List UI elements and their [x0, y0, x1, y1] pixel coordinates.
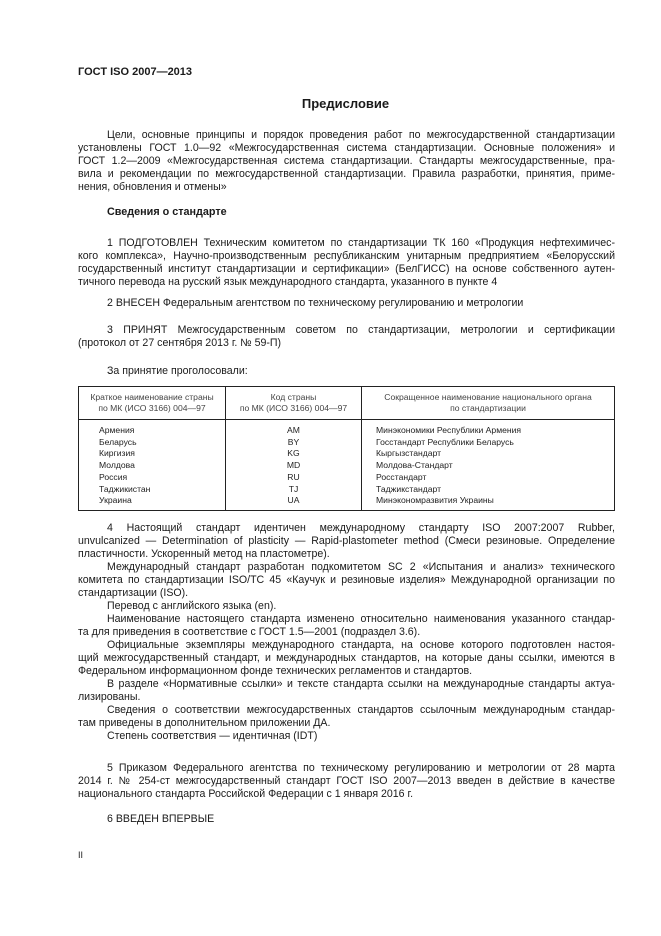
intro-paragraph: [78, 129, 615, 194]
country-cell: Таджикистан: [79, 484, 226, 496]
body-cell: Минэкономики Республики Армения: [362, 420, 615, 437]
country-cell: Украина: [79, 495, 226, 510]
body-cell: Молдова-Стандарт: [362, 460, 615, 472]
country-cell: Россия: [79, 472, 226, 484]
item-4-paragraph: [78, 639, 615, 678]
text-line: кого комплекса», Научно-производственным республиканским унитарным предприятием «Белорусский: [78, 250, 615, 262]
text-line: 1 ПОДГОТОВЛЕН Техническим комитетом по стандартизации ТК 160 «Продукция нефтехимичес-: [107, 237, 615, 249]
header-code: Код страны по МК (ИСО 3166) 004—97: [226, 387, 362, 420]
code-cell: TJ: [226, 484, 362, 496]
table-row: [79, 448, 615, 460]
text-line: тичного перевода на русский язык международного стандарта, указанного в пункте 4: [78, 276, 498, 288]
item-3: [78, 324, 615, 350]
code-cell: UA: [226, 495, 362, 510]
voting-table: [78, 386, 615, 511]
item-4-paragraph: [78, 600, 615, 613]
item-5: [78, 762, 615, 801]
code-cell: BY: [226, 437, 362, 449]
text-line: За принятие проголосовали:: [107, 365, 248, 377]
table-row: [79, 495, 615, 510]
body-cell: Росстандарт: [362, 472, 615, 484]
code-cell: KG: [226, 448, 362, 460]
header-country: Краткое наименование страны по МК (ИСО 3166) 004—97: [79, 387, 226, 420]
country-cell: Молдова: [79, 460, 226, 472]
text-line: Цели, основные принципы и порядок проведения работ по межгосударственной стандартизации: [107, 129, 615, 141]
table-header-row: [79, 387, 615, 420]
text-line: В разделе «Нормативные ссылки» и тексте стандарта ссылки на международные стандарты актуа-: [107, 678, 615, 690]
text-line: пластичности. Ускоренный метод на пластометре).: [78, 548, 330, 560]
item-1: [78, 237, 615, 289]
text-line: Наименование настоящего стандарта изменено относительно наименования указанного стандар-: [107, 613, 615, 625]
item-4: [78, 522, 615, 743]
code-cell: AM: [226, 420, 362, 437]
text-line: 4 Настоящий стандарт идентичен международному стандарту ISO 2007:2007 Rubber,: [107, 522, 615, 534]
text-line: Сведения о соответствии межгосударственных стандартов ссылочным международным стандар-: [107, 704, 615, 716]
text-line: там приведены в дополнительном приложении ДА.: [78, 717, 331, 729]
text-line: комитета по стандартизации ISO/TC 45 «Каучук и резиновые изделия» Международной организации по: [78, 574, 615, 586]
item-6: [78, 813, 615, 826]
text-line: unvulcanized — Determination of plasticity — Rapid-plastometer method (Смеси резиновые. Определение: [78, 535, 615, 547]
header-body: Сокращенное наименование национального органа по стандартизации: [362, 387, 615, 420]
text-line: Официальные экземпляры международного стандарта, на основе которого подготовлен настоя-: [107, 639, 615, 651]
body-cell: Таджикстандарт: [362, 484, 615, 496]
text-line: та для приведения в соответствие с ГОСТ 1.5—2001 (подраздел 3.6).: [78, 626, 421, 638]
text-line: Степень соответствия — идентичная (IDT): [107, 730, 318, 742]
text-line: Международный стандарт разработан подкомитетом SC 2 «Испытания и анализ» технического: [107, 561, 615, 573]
body-cell: Кыргызстандарт: [362, 448, 615, 460]
vote-label: [78, 365, 615, 378]
code-cell: MD: [226, 460, 362, 472]
country-cell: Киргизия: [79, 448, 226, 460]
text-line: нения, обновления и отмены»: [78, 181, 227, 193]
table-row: [79, 420, 615, 437]
text-line: лизированы.: [78, 691, 141, 703]
page-number: II: [78, 850, 84, 860]
text-line: щий межгосударственный стандарт, и международных стандартов, на которые даны ссылки, имеются в: [78, 652, 615, 664]
body-cell: Минэкономразвития Украины: [362, 495, 615, 510]
country-cell: Армения: [79, 420, 226, 437]
text-line: вила и рекомендации по межгосударственной стандартизации. Правила разработки, принятия, приме-: [78, 168, 615, 180]
table-row: [79, 460, 615, 472]
text-line: Федеральном информационном фонде технических регламентов и стандартов.: [78, 665, 473, 677]
item-4-paragraph: [78, 613, 615, 639]
table-row: [79, 472, 615, 484]
text-line: ГОСТ 1.2—2009 «Межгосударственная система стандартизации. Стандарты межгосударственные, пра-: [78, 155, 615, 167]
country-cell: Беларусь: [79, 437, 226, 449]
code-cell: RU: [226, 472, 362, 484]
text-line: стандартизации (ISO).: [78, 587, 189, 599]
item-4-paragraph: [78, 678, 615, 704]
text-line: 2 ВНЕСЕН Федеральным агентством по техническому регулированию и метрологии: [107, 297, 524, 309]
table-row: [79, 484, 615, 496]
text-line: установлены ГОСТ 1.0—92 «Межгосударственная система стандартизации. Основные положения» и: [78, 142, 615, 154]
page-title: Предисловие: [301, 96, 390, 111]
text-line: государственный институт стандартизации и сертификации» (БелГИСС) на основе собственного аутен-: [78, 263, 615, 275]
section-subtitle: Сведения о стандарте: [107, 206, 227, 218]
document-header: ГОСТ ISO 2007—2013: [78, 66, 193, 78]
text-line: 2014 г. № 254-ст межгосударственный стандарт ГОСТ ISO 2007—2013 введен в действие в качестве: [78, 775, 615, 787]
item-4-paragraph: [78, 561, 615, 600]
text-line: Перевод с английского языка (en).: [107, 600, 277, 612]
text-line: 3 ПРИНЯТ Межгосударственным советом по стандартизации, метрологии и сертификации: [107, 324, 615, 336]
text-line: национального стандарта Российской Федерации с 1 января 2016 г.: [78, 788, 414, 800]
text-line: (протокол от 27 сентября 2013 г. № 59-П): [78, 337, 282, 349]
table-row: [79, 437, 615, 449]
item-4-paragraph: [78, 730, 615, 743]
item-4-paragraph: [78, 522, 615, 561]
text-line: 5 Приказом Федерального агентства по техническому регулированию и метрологии от 28 марта: [107, 762, 615, 774]
text-line: 6 ВВЕДЕН ВПЕРВЫЕ: [107, 813, 215, 825]
body-cell: Госстандарт Республики Беларусь: [362, 437, 615, 449]
item-4-paragraph: [78, 704, 615, 730]
item-2: [78, 297, 615, 310]
